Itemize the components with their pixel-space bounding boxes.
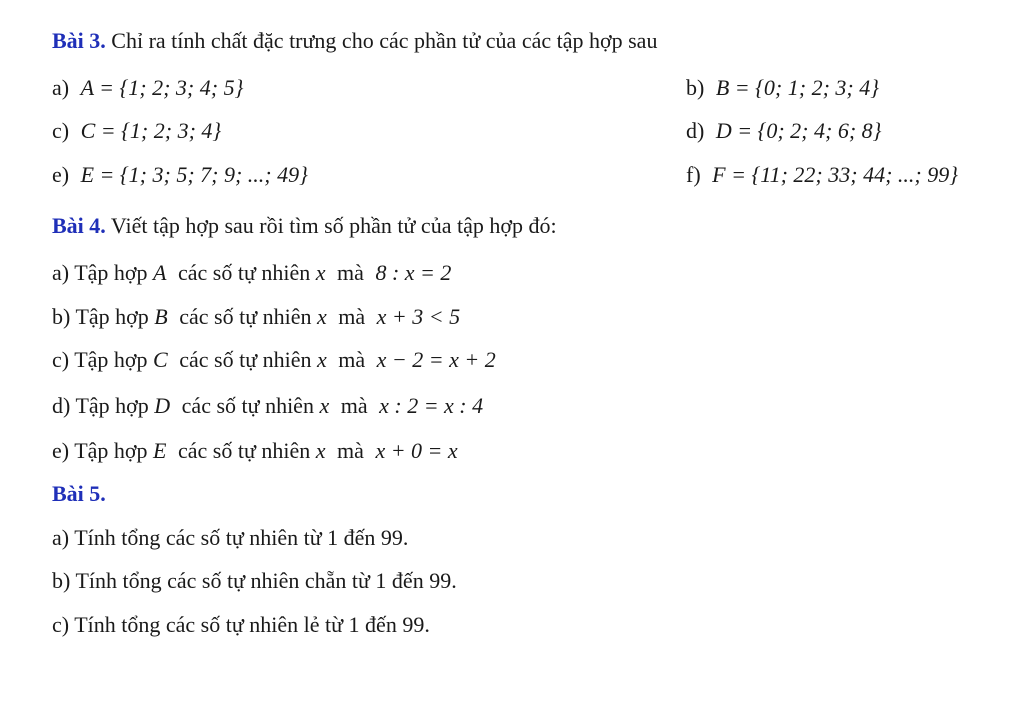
item-ma: mà — [340, 393, 368, 418]
item-label: e) — [52, 438, 70, 463]
item-label: c) — [52, 118, 70, 143]
bai3-item-f — [686, 161, 958, 189]
bai3-item-a — [52, 74, 243, 102]
set-expression: E = {1; 3; 5; 7; 9; ...; 49} — [80, 162, 308, 187]
variable: x — [315, 438, 326, 463]
item-prefix: Tập hợp — [75, 393, 149, 418]
bai3-heading: Bài 3. — [52, 28, 106, 53]
bai3-item-c — [52, 117, 221, 145]
item-label: c) — [52, 612, 70, 637]
item-label: c) — [52, 347, 70, 372]
item-label: d) — [52, 393, 71, 418]
bai4-item-b — [52, 303, 460, 331]
item-prefix: Tập hợp — [74, 347, 148, 372]
item-mid: các số tự nhiên — [179, 347, 312, 372]
bai3-item-b — [686, 74, 879, 102]
set-expression: F = {11; 22; 33; 44; ...; 99} — [712, 162, 959, 187]
set-expression: B = {0; 1; 2; 3; 4} — [715, 75, 880, 100]
item-ma: mà — [337, 260, 364, 285]
bai4-heading: Bài 4. — [52, 213, 106, 238]
bai4-item-c — [52, 346, 496, 374]
bai4-item-a — [52, 259, 451, 287]
condition: x + 0 = x — [375, 438, 458, 463]
item-label: e) — [52, 162, 70, 187]
condition: x : 2 = x : 4 — [379, 393, 484, 418]
bai3-title — [52, 27, 657, 55]
set-name: D — [154, 393, 171, 418]
item-label: b) — [52, 304, 71, 329]
set-name: C — [153, 347, 168, 372]
item-label: b) — [686, 75, 705, 100]
bai3-text: Chỉ ra tính chất đặc trưng cho các phần tử của các tập hợp sau — [111, 28, 658, 53]
item-text: Tính tổng các số tự nhiên lẻ từ 1 đến 99. — [74, 612, 430, 637]
item-label: b) — [52, 568, 71, 593]
bai5-item-c — [52, 611, 430, 639]
condition: x − 2 = x + 2 — [376, 347, 496, 372]
item-mid: các số tự nhiên — [179, 304, 312, 329]
item-ma: mà — [337, 438, 364, 463]
variable: x — [317, 304, 327, 329]
bai4-text: Viết tập hợp sau rồi tìm số phần tử của tập hợp đó: — [110, 213, 557, 238]
item-label: a) — [52, 260, 70, 285]
condition: 8 : x = 2 — [375, 260, 452, 285]
bai5-item-b — [52, 567, 457, 595]
set-expression: A = {1; 2; 3; 4; 5} — [80, 75, 244, 100]
bai4-item-d — [52, 392, 483, 420]
bai4-item-e — [52, 437, 458, 465]
bai3-item-e — [52, 161, 308, 189]
set-name: A — [153, 260, 167, 285]
set-expression: C = {1; 2; 3; 4} — [80, 118, 222, 143]
variable: x — [319, 393, 330, 418]
item-mid: các số tự nhiên — [181, 393, 314, 418]
item-prefix: Tập hợp — [74, 260, 148, 285]
bai5-item-a — [52, 524, 408, 552]
bai5-heading: Bài 5. — [52, 481, 106, 506]
item-ma: mà — [338, 347, 366, 372]
item-label: f) — [686, 162, 701, 187]
bai4-title — [52, 212, 557, 240]
set-name: E — [153, 438, 167, 463]
item-text: Tính tổng các số tự nhiên từ 1 đến 99. — [74, 525, 409, 550]
set-name: B — [154, 304, 168, 329]
item-text: Tính tổng các số tự nhiên chẵn từ 1 đến 99. — [75, 568, 457, 593]
condition: x + 3 < 5 — [376, 304, 461, 329]
bai3-item-d — [686, 117, 881, 145]
item-label: a) — [52, 525, 70, 550]
item-prefix: Tập hợp — [75, 304, 149, 329]
item-label: d) — [686, 118, 705, 143]
item-label: a) — [52, 75, 70, 100]
item-mid: các số tự nhiên — [178, 438, 311, 463]
item-prefix: Tập hợp — [74, 438, 148, 463]
variable: x — [317, 347, 327, 372]
bai5-title — [52, 480, 106, 508]
set-expression: D = {0; 2; 4; 6; 8} — [715, 118, 882, 143]
item-mid: các số tự nhiên — [178, 260, 311, 285]
variable: x — [315, 260, 326, 285]
item-ma: mà — [338, 304, 366, 329]
